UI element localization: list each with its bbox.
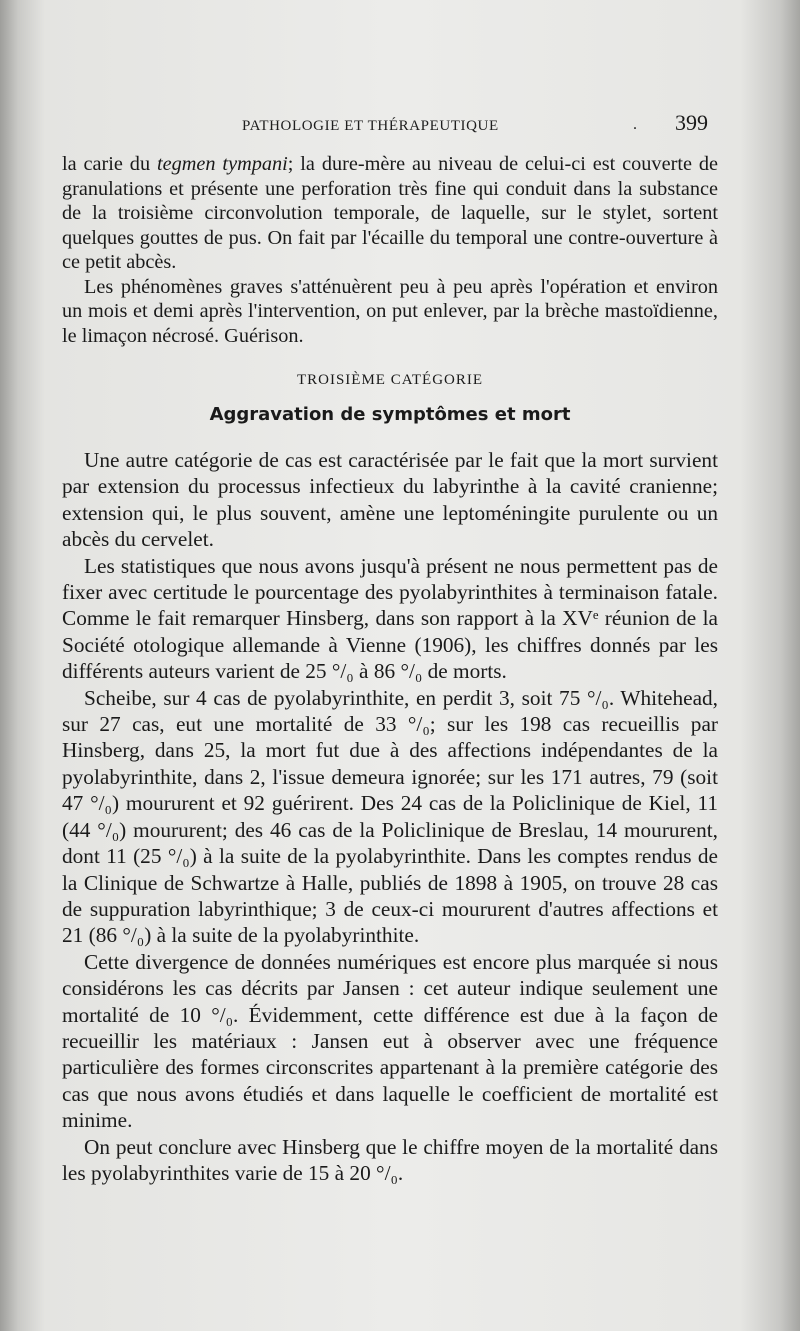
italic-term: tegmen tympani bbox=[156, 153, 288, 175]
paragraph: Les statistiques que nous avons jusqu'à présent ne nous permettent pas de fixer avec certitude le pourcentage des pyolabyrinthites à terminaison fatale. Comme le fait remarquer Hinsberg, dans son rapport à la XVᵉ réunion de la Société otologique allemande à Vienne (1906), les chiffres donnés par les différents auteurs varient de 25 °/₀ à 86 °/₀ de morts. bbox=[62, 553, 718, 684]
paragraph: Une autre catégorie de cas est caractérisée par le fait que la mort survient par extension du processus infectieux du labyrinthe à la cavité cranienne; extension qui, le plus souvent, amène une leptoméningite purulente ou un abcès du cervelet. bbox=[62, 448, 718, 552]
section-title: Aggravation de symptômes et mort bbox=[209, 403, 571, 425]
text-run: la carie du bbox=[62, 153, 157, 175]
header-separator: . bbox=[633, 116, 637, 133]
paragraph: Les phénomènes graves s'atténuèrent peu à peu après l'opération et environ un mois et demi après l'intervention, on put enlever, par la brèche mastoïdienne, le limaçon nécrosé. Guérison. bbox=[62, 275, 718, 347]
page-number: 399 bbox=[675, 110, 708, 135]
page-header bbox=[60, 110, 720, 140]
paragraph: On peut conclure avec Hinsberg que le chiffre moyen de la mortalité dans les pyolabyrinthites varie de 15 à 20 °/₀. bbox=[62, 1134, 718, 1185]
body-text bbox=[62, 152, 718, 1186]
paragraph: Cette divergence de données numériques est encore plus marquée si nous considérons les cas décrits par Jansen : cet auteur indique seulement une mortalité de 10 °/₀. Évidemment, cette différence est due à la façon de recueillir les matériaux : Jansen eut à observer avec une fréquence particulière des formes circonscrites appartenant à la première catégorie des cas que nous avons étudiés et dans laquelle le coefficient de mortalité est minime. bbox=[62, 949, 718, 1133]
paragraph: Scheibe, sur 4 cas de pyolabyrinthite, en perdit 3, soit 75 °/₀. Whitehead, sur 27 cas, eut une mortalité de 33 °/₀; sur les 198 cas recueillis par Hinsberg, dans 25, la mort fut due à des affections indépendantes de la pyolabyrinthite, dans 2, l'issue demeura ignorée; sur les 171 autres, 79 (soit 47 °/₀) moururent et 92 guérirent. Des 24 cas de la Policlinique de Kiel, 11 (44 °/₀) moururent; des 46 cas de la Policlinique de Breslau, 14 moururent, dont 11 (25 °/₀) à la suite de la pyolabyrinthite. Dans les comptes rendus de la Clinique de Schwartze à Halle, publiés de 1898 à 1905, on trouve 28 cas de suppuration labyrinthique; 3 de ceux-ci moururent d'autres affections et 21 (86 °/₀) à la suite de la pyolabyrinthite. bbox=[62, 685, 718, 948]
paragraph-continued bbox=[62, 152, 718, 275]
section-body bbox=[62, 447, 718, 1186]
running-head: PATHOLOGIE ET THÉRAPEUTIQUE bbox=[242, 118, 499, 134]
text-run: ; la dure-mère au niveau de celui-ci est couverte de granulations et présente une perforation très fine qui conduit dans la substance de la troisième circonvolution temporale, de laquelle, sur le stylet, sortent quelques gouttes de pus. On fait par l'écaille du temporal une contre-ouverture à ce petit abcès. bbox=[62, 153, 718, 273]
section-label: TROISIÈME CATÉGORIE bbox=[296, 372, 484, 388]
